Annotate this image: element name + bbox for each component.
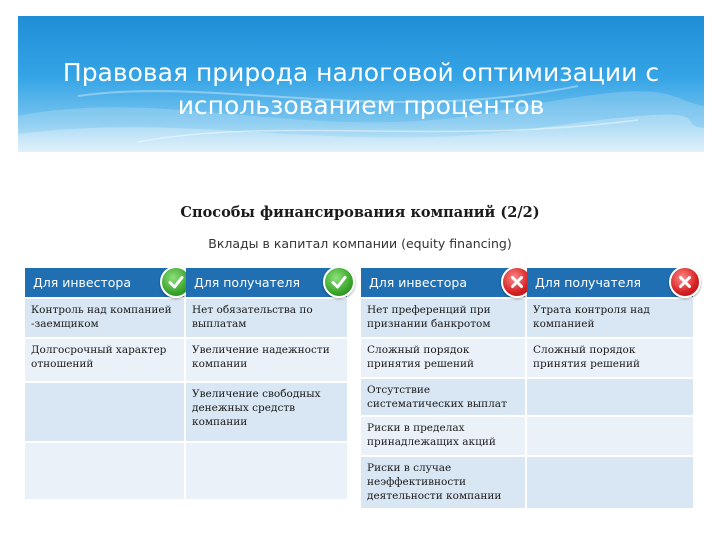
table-cell: Увеличение свободных денежных средств компании [186,381,347,441]
header-investor [25,268,186,297]
table-header-row [361,268,693,297]
disadvantages-table [361,268,693,508]
table-cell [527,377,693,415]
table-cell [527,415,693,455]
table-row [25,381,347,441]
table-cell [186,441,347,499]
header-recipient [527,268,693,297]
table-cell: Риски в случае неэффективности деятельности компании [361,455,527,508]
table-cell: Нет обязательства по выплатам [186,297,347,337]
check-icon [323,266,355,298]
page-title-line1: Правовая природа налоговой оптимизации с [62,58,660,87]
header-label: Для инвестора [33,275,131,290]
section-subtitle: Способы финансирования компаний (2/2) [180,204,540,221]
table-cell [527,455,693,508]
cross-icon [669,266,701,298]
section-caption: Вклады в капитал компании (equity financing) [208,236,512,251]
table-cell: Нет преференций при признании банкротом [361,297,527,337]
table-cell: Утрата контроля над компанией [527,297,693,337]
title-banner [18,16,704,152]
page-title [18,56,704,122]
table-cell: Сложный порядок принятия решений [527,337,693,377]
table-row [361,455,693,508]
header-investor [361,268,527,297]
table-cell [25,441,186,499]
header-label: Для получателя [535,275,641,290]
table-cell: Долгосрочный характер отношений [25,337,186,381]
table-row [361,297,693,337]
table-cell: Контроль над компанией -заемщиком [25,297,186,337]
header-label: Для инвестора [369,275,467,290]
table-row [361,377,693,415]
table-row [361,415,693,455]
table-row [25,337,347,381]
header-label: Для получателя [194,275,300,290]
table-row [25,441,347,499]
table-cell: Сложный порядок принятия решений [361,337,527,377]
table-cell: Отсутствие систематических выплат [361,377,527,415]
header-recipient [186,268,347,297]
page-title-line2: использованием процентов [177,91,545,120]
table-row [25,297,347,337]
table-cell: Увеличение надежности компании [186,337,347,381]
table-cell: Риски в пределах принадлежащих акций [361,415,527,455]
table-header-row [25,268,347,297]
advantages-table [25,268,347,499]
table-cell [25,381,186,441]
table-row [361,337,693,377]
